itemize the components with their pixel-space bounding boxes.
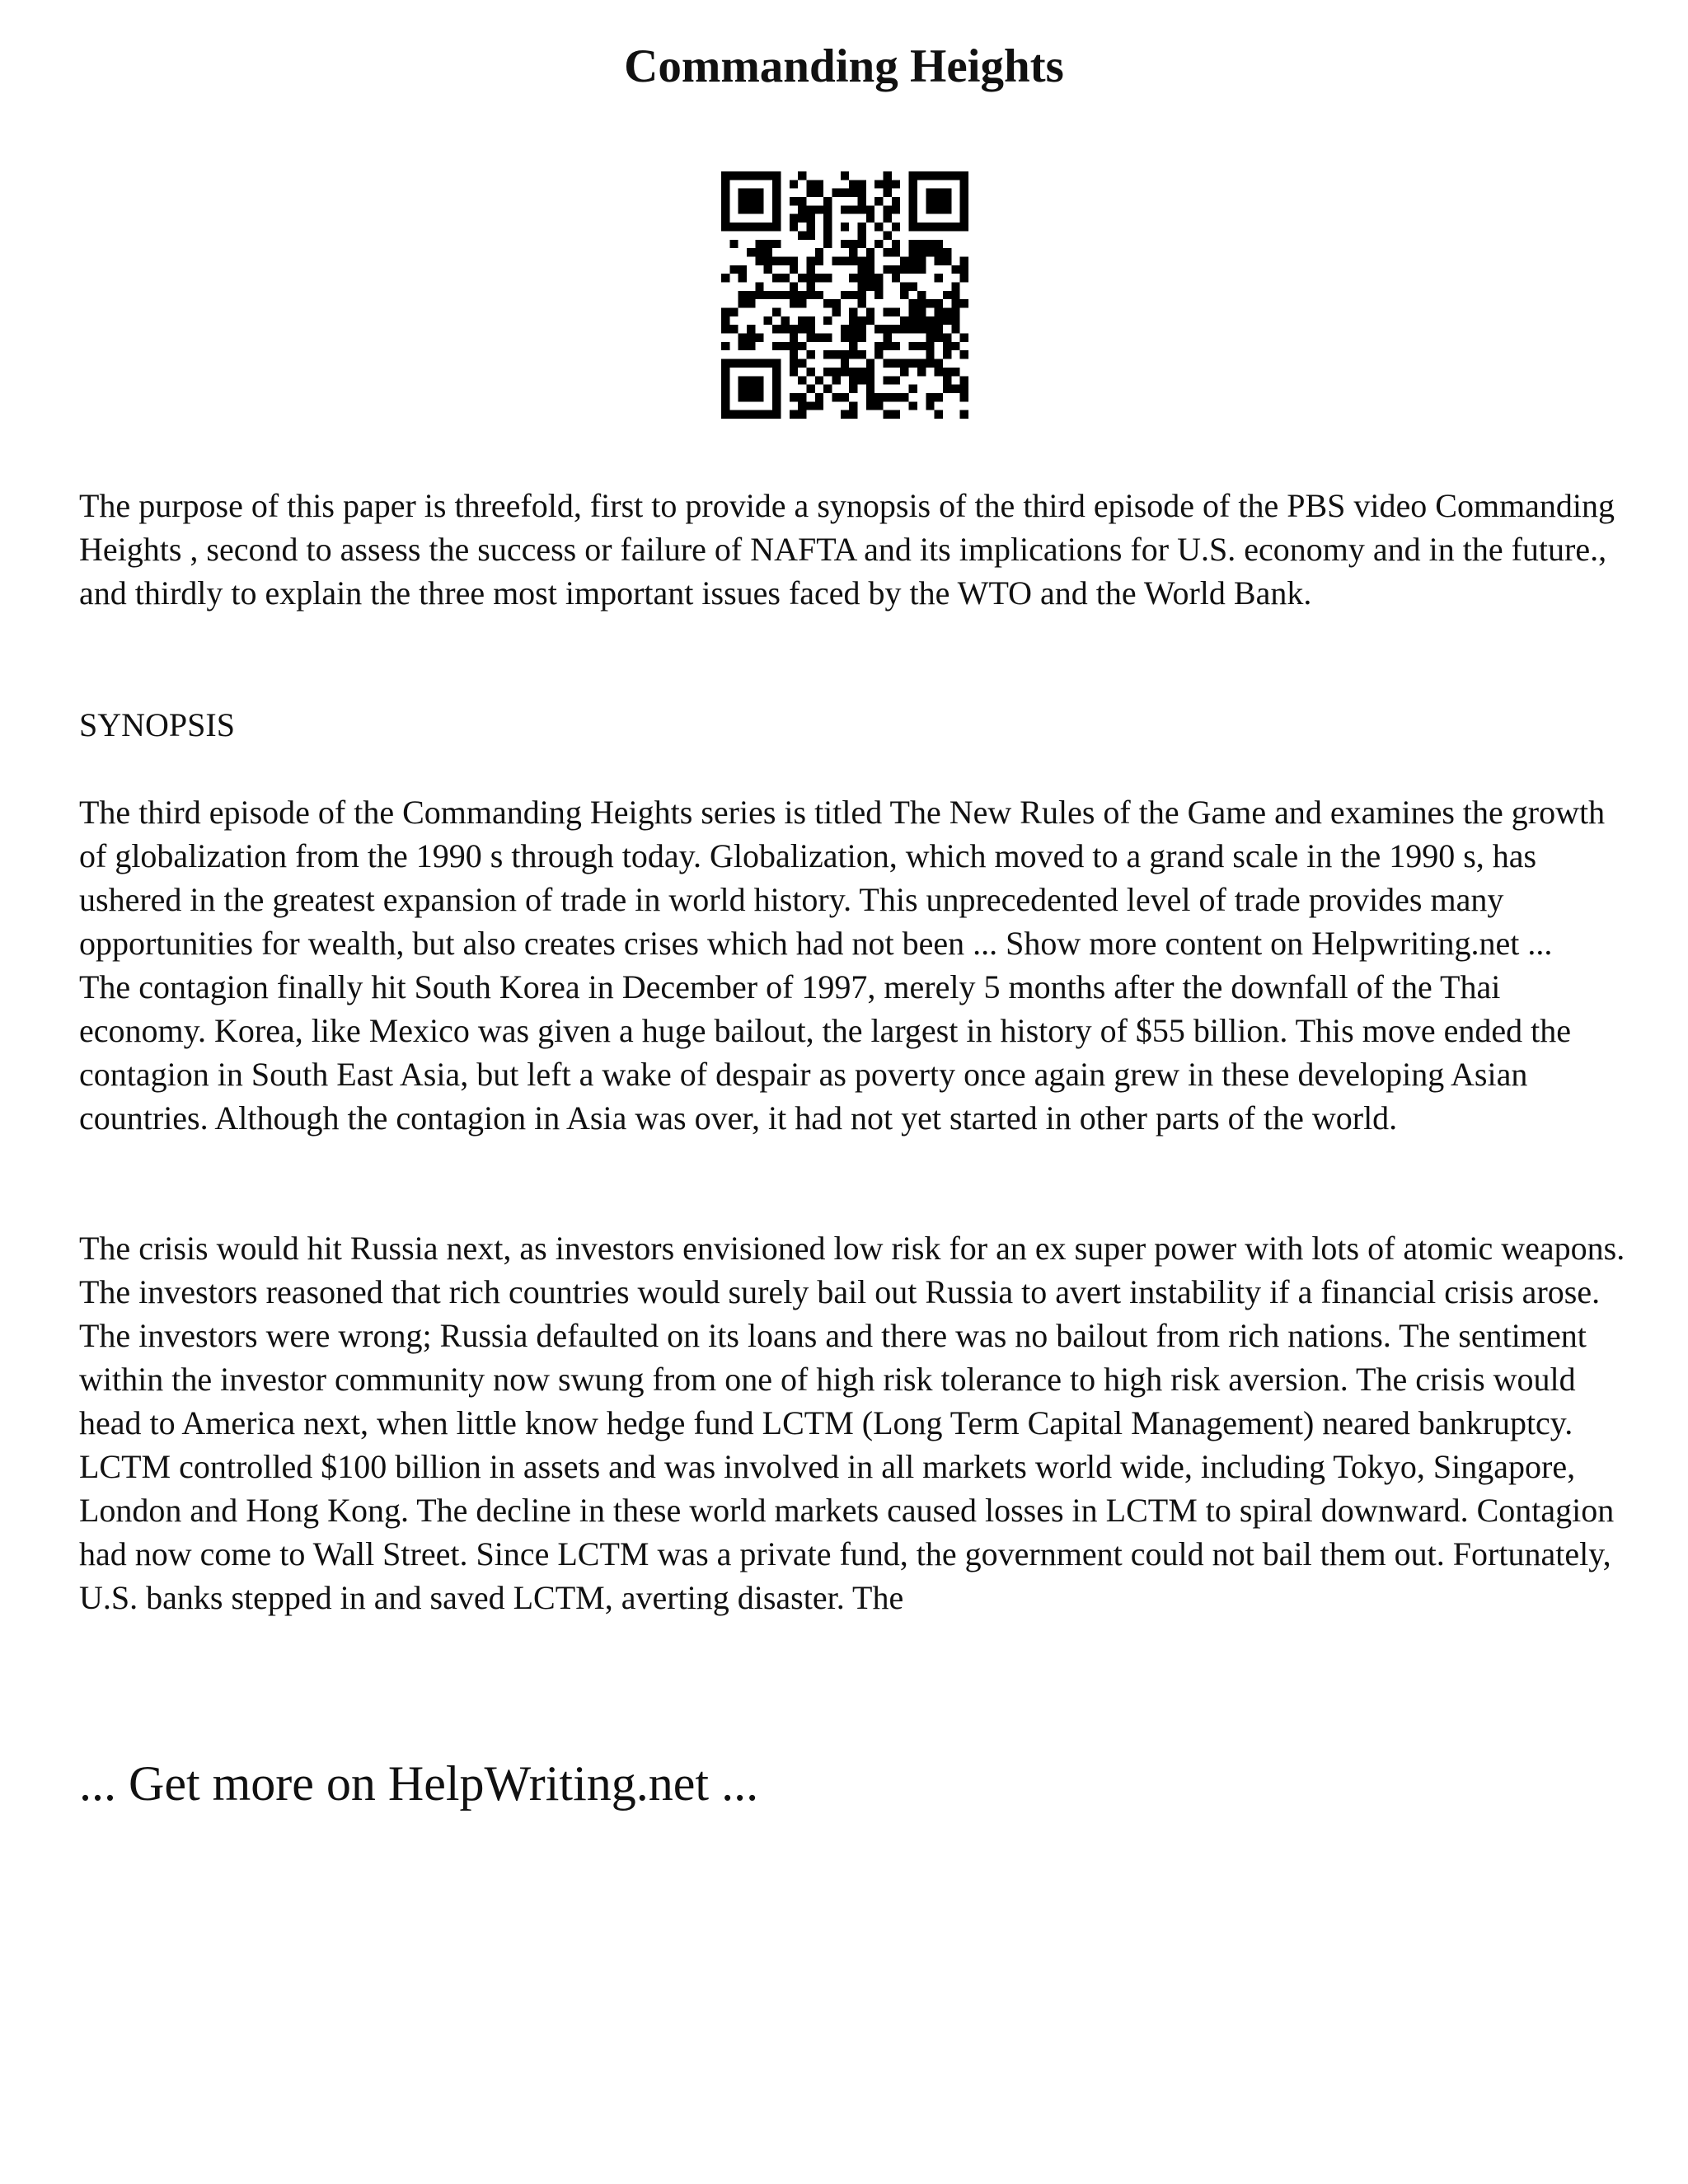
document-title: Commanding Heights: [624, 40, 1064, 92]
qr-code-icon: [721, 171, 968, 419]
crisis-paragraph: The crisis would hit Russia next, as investors envisioned low risk for an ex super power with lots of atomic weapons. The investors reasoned that rich countries would surely bail out Russia to avert instability if a financial crisis arose. The investors were wrong; Russia defaulted on its loans and there was no bailout from rich nations. The sentiment within the investor community now swung from one of high risk tolerance to high risk aversion. The crisis would head to America next, when little know hedge fund LCTM (Long Term Capital Management) neared bankruptcy. LCTM controlled $100 billion in assets and was involved in all markets world wide, including Tokyo, Singapore, London and Hong Kong. The decline in these world markets caused losses in LCTM to spiral downward. Contagion had now come to Wall Street. Since LCTM was a private fund, the government could not bail them out. Fortunately, U.S. banks stepped in and saved LCTM, averting disaster. The: [79, 1230, 1625, 1616]
intro-paragraph: The purpose of this paper is threefold, first to provide a synopsis of the third episode of the PBS video Commanding Heights , second to assess the success or failure of NAFTA and its implications for U.S. economy and in the future., and thirdly to explain the three most important issues faced by the WTO and the World Bank.: [79, 487, 1615, 612]
contagion-paragraph: The contagion finally hit South Korea in December of 1997, merely 5 months after the downfall of the Thai economy. Korea, like Mexico was given a huge bailout, the largest in history of $55 billion. This move ended the contagion in South East Asia, but left a wake of despair as poverty once again grew in these developing Asian countries. Although the contagion in Asia was over, it had not yet started in other parts of the world.: [79, 968, 1571, 1137]
get-more-link[interactable]: ... Get more on HelpWriting.net ...: [79, 1756, 759, 1811]
synopsis-paragraph: The third episode of the Commanding Heights series is titled The New Rules of the Game and examines the growth of globalization from the 1990 s through today. Globalization, which moved to a grand scale in the 1990 s, has ushered in the greatest expansion of trade in world history. This unprecedented level of trade provides many opportunities for wealth, but also creates crises which had not been ... Show more content on Helpwriting.net ...: [79, 794, 1606, 962]
synopsis-paragraphs: [79, 790, 1629, 1140]
section-heading-synopsis: SYNOPSIS: [79, 706, 235, 743]
